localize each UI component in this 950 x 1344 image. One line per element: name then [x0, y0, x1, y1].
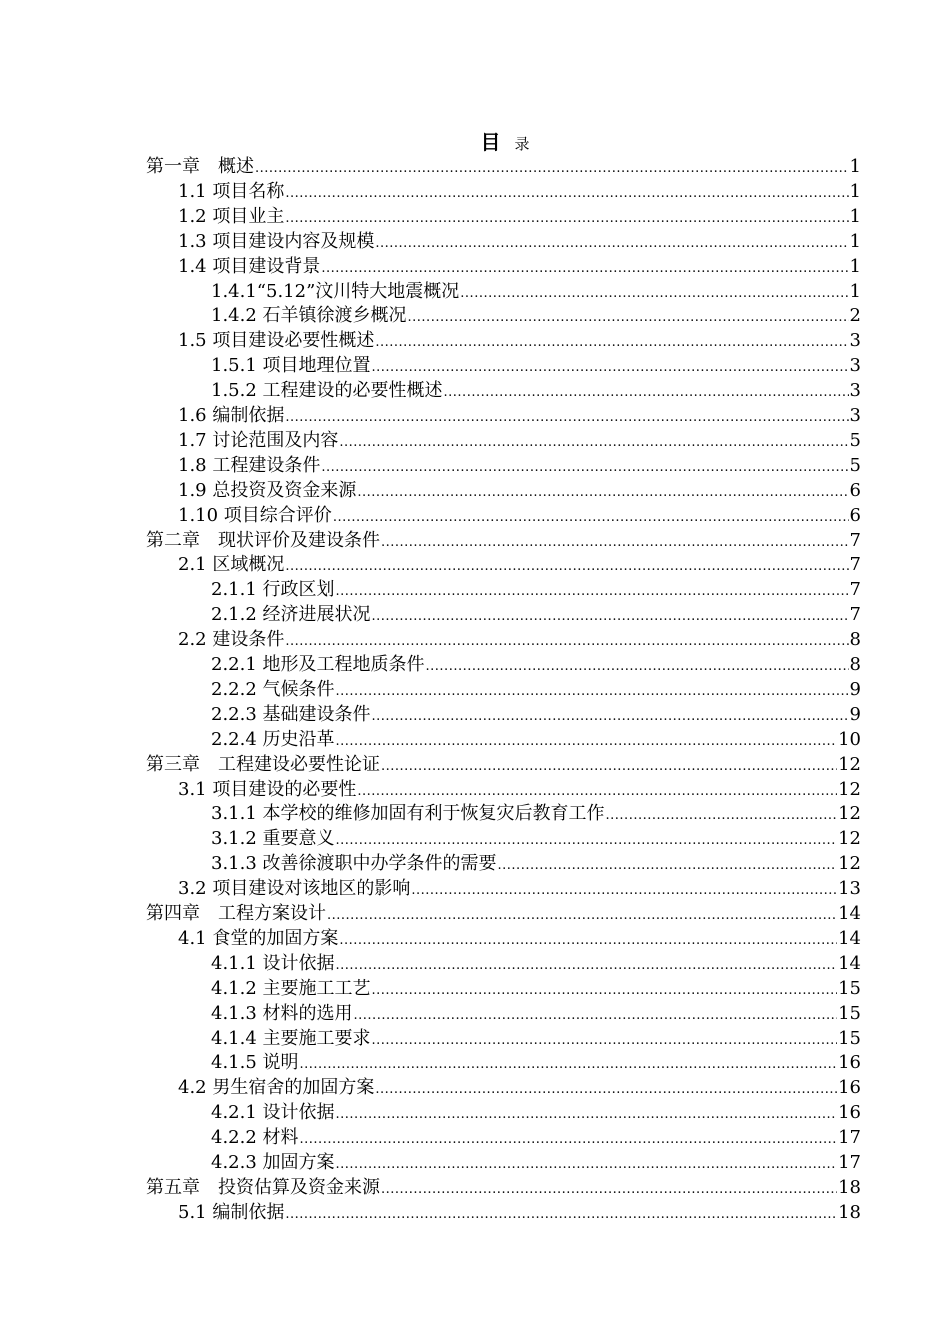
toc-entry-page: 12	[838, 778, 861, 800]
toc-entry[interactable]	[211, 826, 861, 851]
toc-entry[interactable]	[211, 1125, 861, 1150]
toc-entry[interactable]	[211, 577, 861, 602]
toc-entry[interactable]	[211, 652, 861, 677]
toc-entry[interactable]	[211, 677, 861, 702]
toc-entry[interactable]	[211, 727, 861, 752]
toc-entry-text: 1.4.2 石羊镇徐渡乡概况	[211, 305, 407, 327]
toc-entry[interactable]	[178, 876, 861, 901]
toc-leader-dots	[285, 629, 848, 654]
toc-leader-dots	[426, 654, 849, 679]
toc-entry-page: 12	[838, 803, 861, 825]
toc-entry[interactable]	[211, 702, 861, 727]
toc-entry[interactable]	[146, 901, 861, 926]
toc-entry[interactable]	[146, 1175, 861, 1200]
toc-entry-page: 3	[849, 355, 861, 377]
toc-entry-text: 第二章 现状评价及建设条件	[146, 529, 380, 551]
toc-entry-page: 1	[849, 205, 861, 227]
toc-entry[interactable]	[211, 1026, 861, 1051]
toc-entry-text: 1.9 总投资及资金来源	[178, 479, 357, 501]
toc-entry-text: 2.2.2 气候条件	[211, 678, 335, 700]
toc-leader-dots	[408, 305, 849, 330]
toc-entry-page: 1	[849, 156, 861, 177]
toc-entry[interactable]	[211, 303, 861, 328]
toc-entry[interactable]	[211, 1050, 861, 1075]
toc-entry[interactable]	[178, 552, 861, 577]
toc-entry-text: 1.5.1 项目地理位置	[211, 355, 371, 377]
toc-entry[interactable]	[178, 627, 861, 652]
toc-entry-text: 1.2 项目业主	[178, 205, 285, 227]
toc-entry-text: 4.1.1 设计依据	[211, 952, 335, 974]
toc-leader-dots	[372, 978, 838, 1003]
toc-entry[interactable]	[146, 528, 861, 553]
toc-entry[interactable]	[178, 453, 861, 478]
toc-entry-text: 1.4.1“5.12”汶川特大地震概况	[211, 280, 460, 302]
toc-entry-text: 4.1.2 主要施工工艺	[211, 977, 371, 999]
toc-entry-page: 14	[838, 903, 861, 924]
toc-entry-text: 4.1.5 说明	[211, 1052, 299, 1074]
toc-entry[interactable]	[211, 976, 861, 1001]
toc-entry-text: 4.2.2 材料	[211, 1127, 299, 1149]
toc-entry-page: 14	[838, 952, 861, 974]
toc-entry-page: 16	[838, 1052, 861, 1074]
toc-leader-dots	[285, 206, 848, 231]
toc-entry-page: 15	[838, 1027, 861, 1049]
toc-entry-text: 1.8 工程建设条件	[178, 454, 321, 476]
toc-entry-page: 9	[849, 678, 861, 700]
toc-entry[interactable]	[146, 154, 861, 179]
toc-leader-dots	[357, 480, 848, 505]
toc-entry[interactable]	[178, 428, 861, 453]
toc-leader-dots	[336, 1152, 838, 1177]
toc-entry[interactable]	[178, 777, 861, 802]
toc-entry-page: 7	[849, 529, 861, 551]
toc-leader-dots	[339, 928, 837, 953]
toc-entry[interactable]	[178, 328, 861, 353]
toc-leader-dots	[336, 828, 838, 853]
toc-entry-text: 4.2 男生宿舍的加固方案	[178, 1077, 375, 1099]
toc-entry-text: 1.4 项目建设背景	[178, 255, 321, 277]
toc-entry-page: 5	[849, 429, 861, 451]
toc-title-sub: 录	[514, 135, 530, 153]
toc-entry-page: 18	[838, 1201, 861, 1223]
toc-entry[interactable]	[178, 1075, 861, 1100]
toc-entry-text: 第五章 投资估算及资金来源	[146, 1176, 380, 1198]
toc-entry-text: 1.5.2 工程建设的必要性概述	[211, 380, 443, 402]
toc-entry[interactable]	[211, 279, 861, 304]
toc-entry-page: 5	[849, 454, 861, 476]
toc-entry-page: 16	[838, 1102, 861, 1124]
toc-entry-text: 2.2.3 基础建设条件	[211, 703, 371, 725]
toc-entry[interactable]	[211, 1150, 861, 1175]
toc-entry-text: 4.1 食堂的加固方案	[178, 927, 339, 949]
toc-entry-page: 15	[838, 977, 861, 999]
toc-entry-page: 1	[849, 230, 861, 252]
toc-leader-dots	[255, 156, 849, 181]
toc-leader-dots	[339, 430, 848, 455]
toc-entry[interactable]	[178, 229, 861, 254]
toc-leader-dots	[285, 554, 848, 579]
toc-leader-dots	[300, 1052, 838, 1077]
toc-leader-dots	[336, 1102, 838, 1127]
toc-entry[interactable]	[178, 926, 861, 951]
toc-entry[interactable]	[178, 403, 861, 428]
toc-entry-text: 第四章 工程方案设计	[146, 903, 326, 924]
toc-leader-dots	[606, 803, 838, 828]
toc-leader-dots	[285, 405, 848, 430]
toc-leader-dots	[327, 903, 837, 928]
toc-entry[interactable]	[178, 1200, 861, 1225]
toc-entry-text: 4.2.1 设计依据	[211, 1102, 335, 1124]
toc-entry-page: 3	[849, 380, 861, 402]
toc-entry-text: 第一章 概述	[146, 156, 254, 177]
toc-entry[interactable]	[211, 602, 861, 627]
toc-leader-dots	[381, 530, 849, 555]
toc-entry-page: 17	[838, 1152, 861, 1173]
toc-entry-page: 14	[838, 927, 861, 949]
toc-entry-text: 1.7 讨论范围及内容	[178, 429, 339, 451]
toc-entry-text: 第三章 工程建设必要性论证	[146, 753, 380, 775]
toc-entry-text: 1.6 编制依据	[178, 405, 285, 426]
toc-leader-dots	[285, 181, 848, 206]
toc-entry-page: 12	[838, 828, 861, 850]
toc-leader-dots	[372, 355, 849, 380]
toc-leader-dots	[321, 455, 848, 480]
toc-leader-dots	[285, 1202, 837, 1227]
toc-entry[interactable]	[178, 503, 861, 528]
toc-entry-text: 2.1.2 经济进展状况	[211, 604, 371, 626]
toc-entry-page: 3	[849, 330, 861, 352]
toc-entry[interactable]	[211, 1001, 861, 1026]
toc-leader-dots	[444, 380, 849, 405]
toc-entry[interactable]	[178, 254, 861, 279]
toc-entry[interactable]	[211, 378, 861, 403]
toc-leader-dots	[460, 281, 848, 306]
toc-entry-page: 15	[838, 1002, 861, 1024]
toc-entry[interactable]	[178, 179, 861, 204]
toc-leader-dots	[336, 679, 849, 704]
toc-entry-page: 6	[849, 479, 861, 501]
toc-leader-dots	[336, 579, 849, 604]
toc-entry-text: 3.1.1 本学校的维修加固有利于恢复灾后教育工作	[211, 803, 605, 825]
toc-entry-page: 17	[838, 1127, 861, 1149]
toc-entry-page: 7	[849, 604, 861, 626]
toc-entry-page: 7	[849, 554, 861, 576]
toc-leader-dots	[357, 779, 837, 804]
toc-entry-text: 2.2.4 历史沿革	[211, 728, 335, 750]
toc-entry-text: 2.2 建设条件	[178, 629, 285, 651]
toc-entry-page: 3	[849, 405, 861, 426]
toc-leader-dots	[372, 704, 849, 729]
toc-entry-text: 1.3 项目建设内容及规模	[178, 230, 375, 252]
toc-leader-dots	[381, 1177, 837, 1202]
toc-entry[interactable]	[178, 478, 861, 503]
toc-entry-page: 7	[849, 579, 861, 601]
toc-leader-dots	[336, 953, 838, 978]
toc-entry[interactable]	[211, 801, 861, 826]
toc-entry-page: 13	[838, 878, 861, 900]
toc-entry-text: 1.5 项目建设必要性概述	[178, 330, 375, 352]
toc-entry-page: 9	[849, 703, 861, 725]
toc-leader-dots	[375, 1077, 837, 1102]
toc-entry[interactable]	[211, 353, 861, 378]
toc-entry-page: 8	[849, 629, 861, 651]
toc-entry[interactable]	[211, 951, 861, 976]
toc-entry-page: 2	[849, 305, 861, 327]
toc-entry-page: 1	[849, 180, 861, 202]
toc-leader-dots	[498, 853, 838, 878]
toc-entry-page: 18	[838, 1176, 861, 1198]
toc-entry-text: 3.2 项目建设对该地区的影响	[178, 878, 411, 900]
toc-entry-page: 16	[838, 1077, 861, 1099]
toc-entry-page: 1	[849, 255, 861, 277]
toc-entry-text: 3.1.2 重要意义	[211, 828, 335, 850]
toc-leader-dots	[333, 505, 849, 530]
toc-leader-dots	[300, 1127, 838, 1152]
toc-entry-text: 1.10 项目综合评价	[178, 504, 332, 526]
toc-entry-text: 4.1.4 主要施工要求	[211, 1027, 371, 1049]
toc-entry-text: 1.1 项目名称	[178, 180, 285, 202]
toc-entry-text: 2.1 区域概况	[178, 554, 285, 576]
toc-leader-dots	[336, 729, 838, 754]
toc-leader-dots	[375, 330, 848, 355]
toc-entry-page: 12	[838, 853, 861, 875]
toc-entry-text: 4.1.3 材料的选用	[211, 1002, 353, 1024]
toc-entry-text: 2.2.1 地形及工程地质条件	[211, 654, 425, 675]
toc-entry-text: 2.1.1 行政区划	[211, 579, 335, 601]
toc-entry[interactable]	[146, 752, 861, 777]
toc-entry-text: 5.1 编制依据	[178, 1201, 285, 1223]
toc-entry-page: 8	[849, 654, 861, 675]
toc-entry-text: 3.1.3 改善徐渡职中办学条件的需要	[211, 853, 497, 875]
toc-leader-dots	[354, 1003, 838, 1028]
toc-title-main: 目	[480, 130, 501, 154]
toc-leader-dots	[372, 1028, 838, 1053]
toc-entry[interactable]	[211, 1100, 861, 1125]
toc-entry-text: 3.1 项目建设的必要性	[178, 778, 357, 800]
toc-entry-page: 10	[838, 728, 861, 750]
toc-entry-page: 1	[849, 280, 861, 302]
toc-leader-dots	[375, 231, 848, 256]
toc-entry-page: 6	[849, 504, 861, 526]
toc-leader-dots	[372, 604, 849, 629]
toc-entry[interactable]	[178, 204, 861, 229]
toc-entry-text: 4.2.3 加固方案	[211, 1152, 335, 1173]
toc-entry-page: 12	[838, 753, 861, 775]
toc-entry[interactable]	[211, 851, 861, 876]
toc-leader-dots	[321, 256, 848, 281]
toc-leader-dots	[381, 754, 837, 779]
toc-leader-dots	[411, 878, 837, 903]
